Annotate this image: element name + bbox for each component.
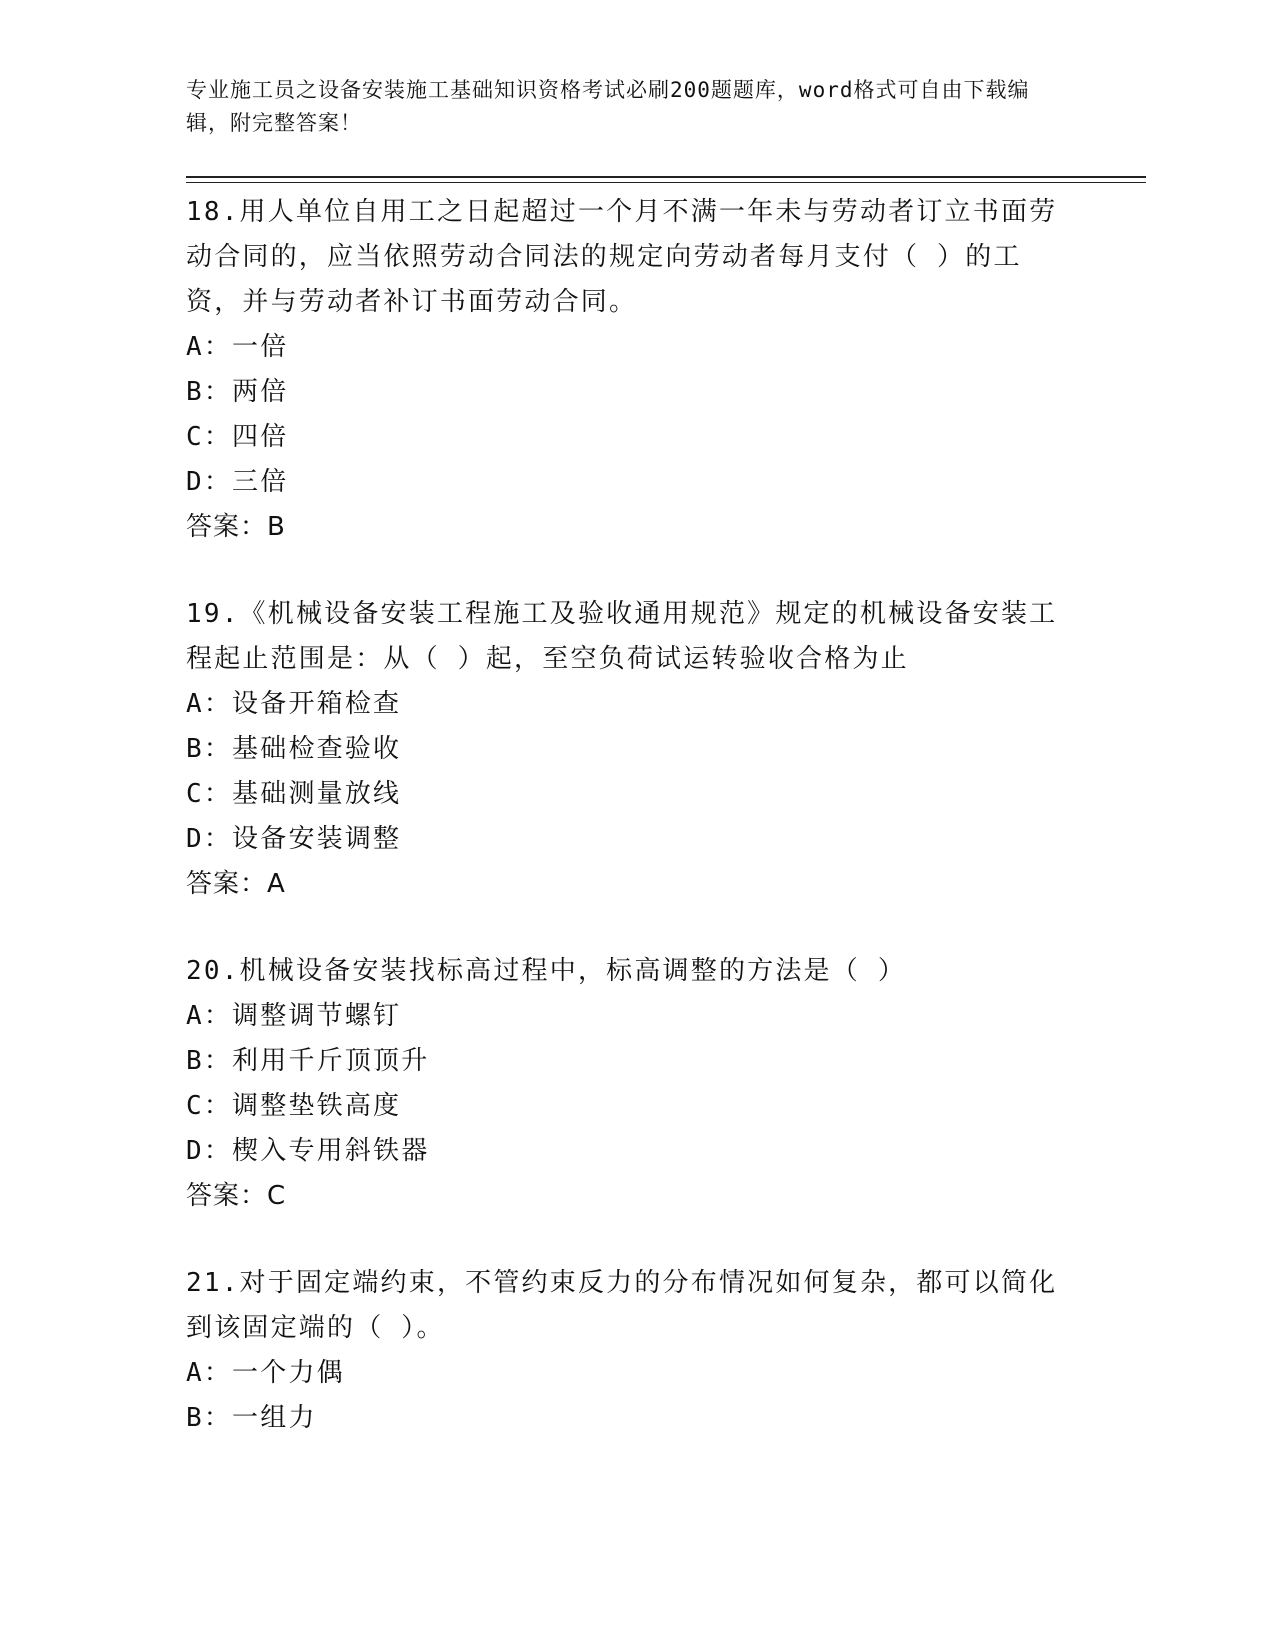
header-divider-thin — [186, 182, 1146, 183]
question-text: 19.《机械设备安装工程施工及验收通用规范》规定的机械设备安装工程起止范围是：从（ ）起，至空负荷试运转验收合格为止 — [186, 599, 1058, 674]
option-b: B：两倍 — [186, 377, 289, 407]
option-a: A：一个力偶 — [186, 1358, 345, 1388]
question-18 — [186, 190, 1066, 550]
question-text: 20.机械设备安装找标高过程中，标高调整的方法是（ ） — [186, 956, 907, 986]
option-d: D：楔入专用斜铁器 — [186, 1136, 430, 1166]
option-b: B：一组力 — [186, 1403, 317, 1433]
option-a: A：调整调节螺钉 — [186, 1001, 402, 1031]
question-19 — [186, 592, 1066, 907]
answer-label: 答案：C — [186, 1181, 287, 1211]
option-b: B：基础检查验收 — [186, 734, 402, 764]
question-list — [186, 190, 1066, 1483]
header-divider — [186, 176, 1146, 178]
question-text: 21.对于固定端约束，不管约束反力的分布情况如何复杂，都可以简化到该固定端的（ ）。 — [186, 1268, 1058, 1343]
option-c: C：基础测量放线 — [186, 779, 402, 809]
option-c: C：调整垫铁高度 — [186, 1091, 402, 1121]
option-b: B：利用千斤顶顶升 — [186, 1046, 430, 1076]
question-20 — [186, 949, 1066, 1219]
answer-label: 答案：A — [186, 869, 286, 899]
option-a: A：一倍 — [186, 332, 289, 362]
answer-label: 答案：B — [186, 512, 286, 542]
option-d: D：三倍 — [186, 467, 289, 497]
question-21 — [186, 1261, 1066, 1441]
option-a: A：设备开箱检查 — [186, 689, 402, 719]
option-c: C：四倍 — [186, 422, 289, 452]
option-d: D：设备安装调整 — [186, 824, 402, 854]
document-header: 专业施工员之设备安装施工基础知识资格考试必刷200题题库，word格式可自由下载编辑，附完整答案！ — [186, 78, 1030, 135]
question-text: 18.用人单位自用工之日起超过一个月不满一年未与劳动者订立书面劳动合同的，应当依照劳动合同法的规定向劳动者每月支付（ ）的工资，并与劳动者补订书面劳动合同。 — [186, 197, 1058, 317]
